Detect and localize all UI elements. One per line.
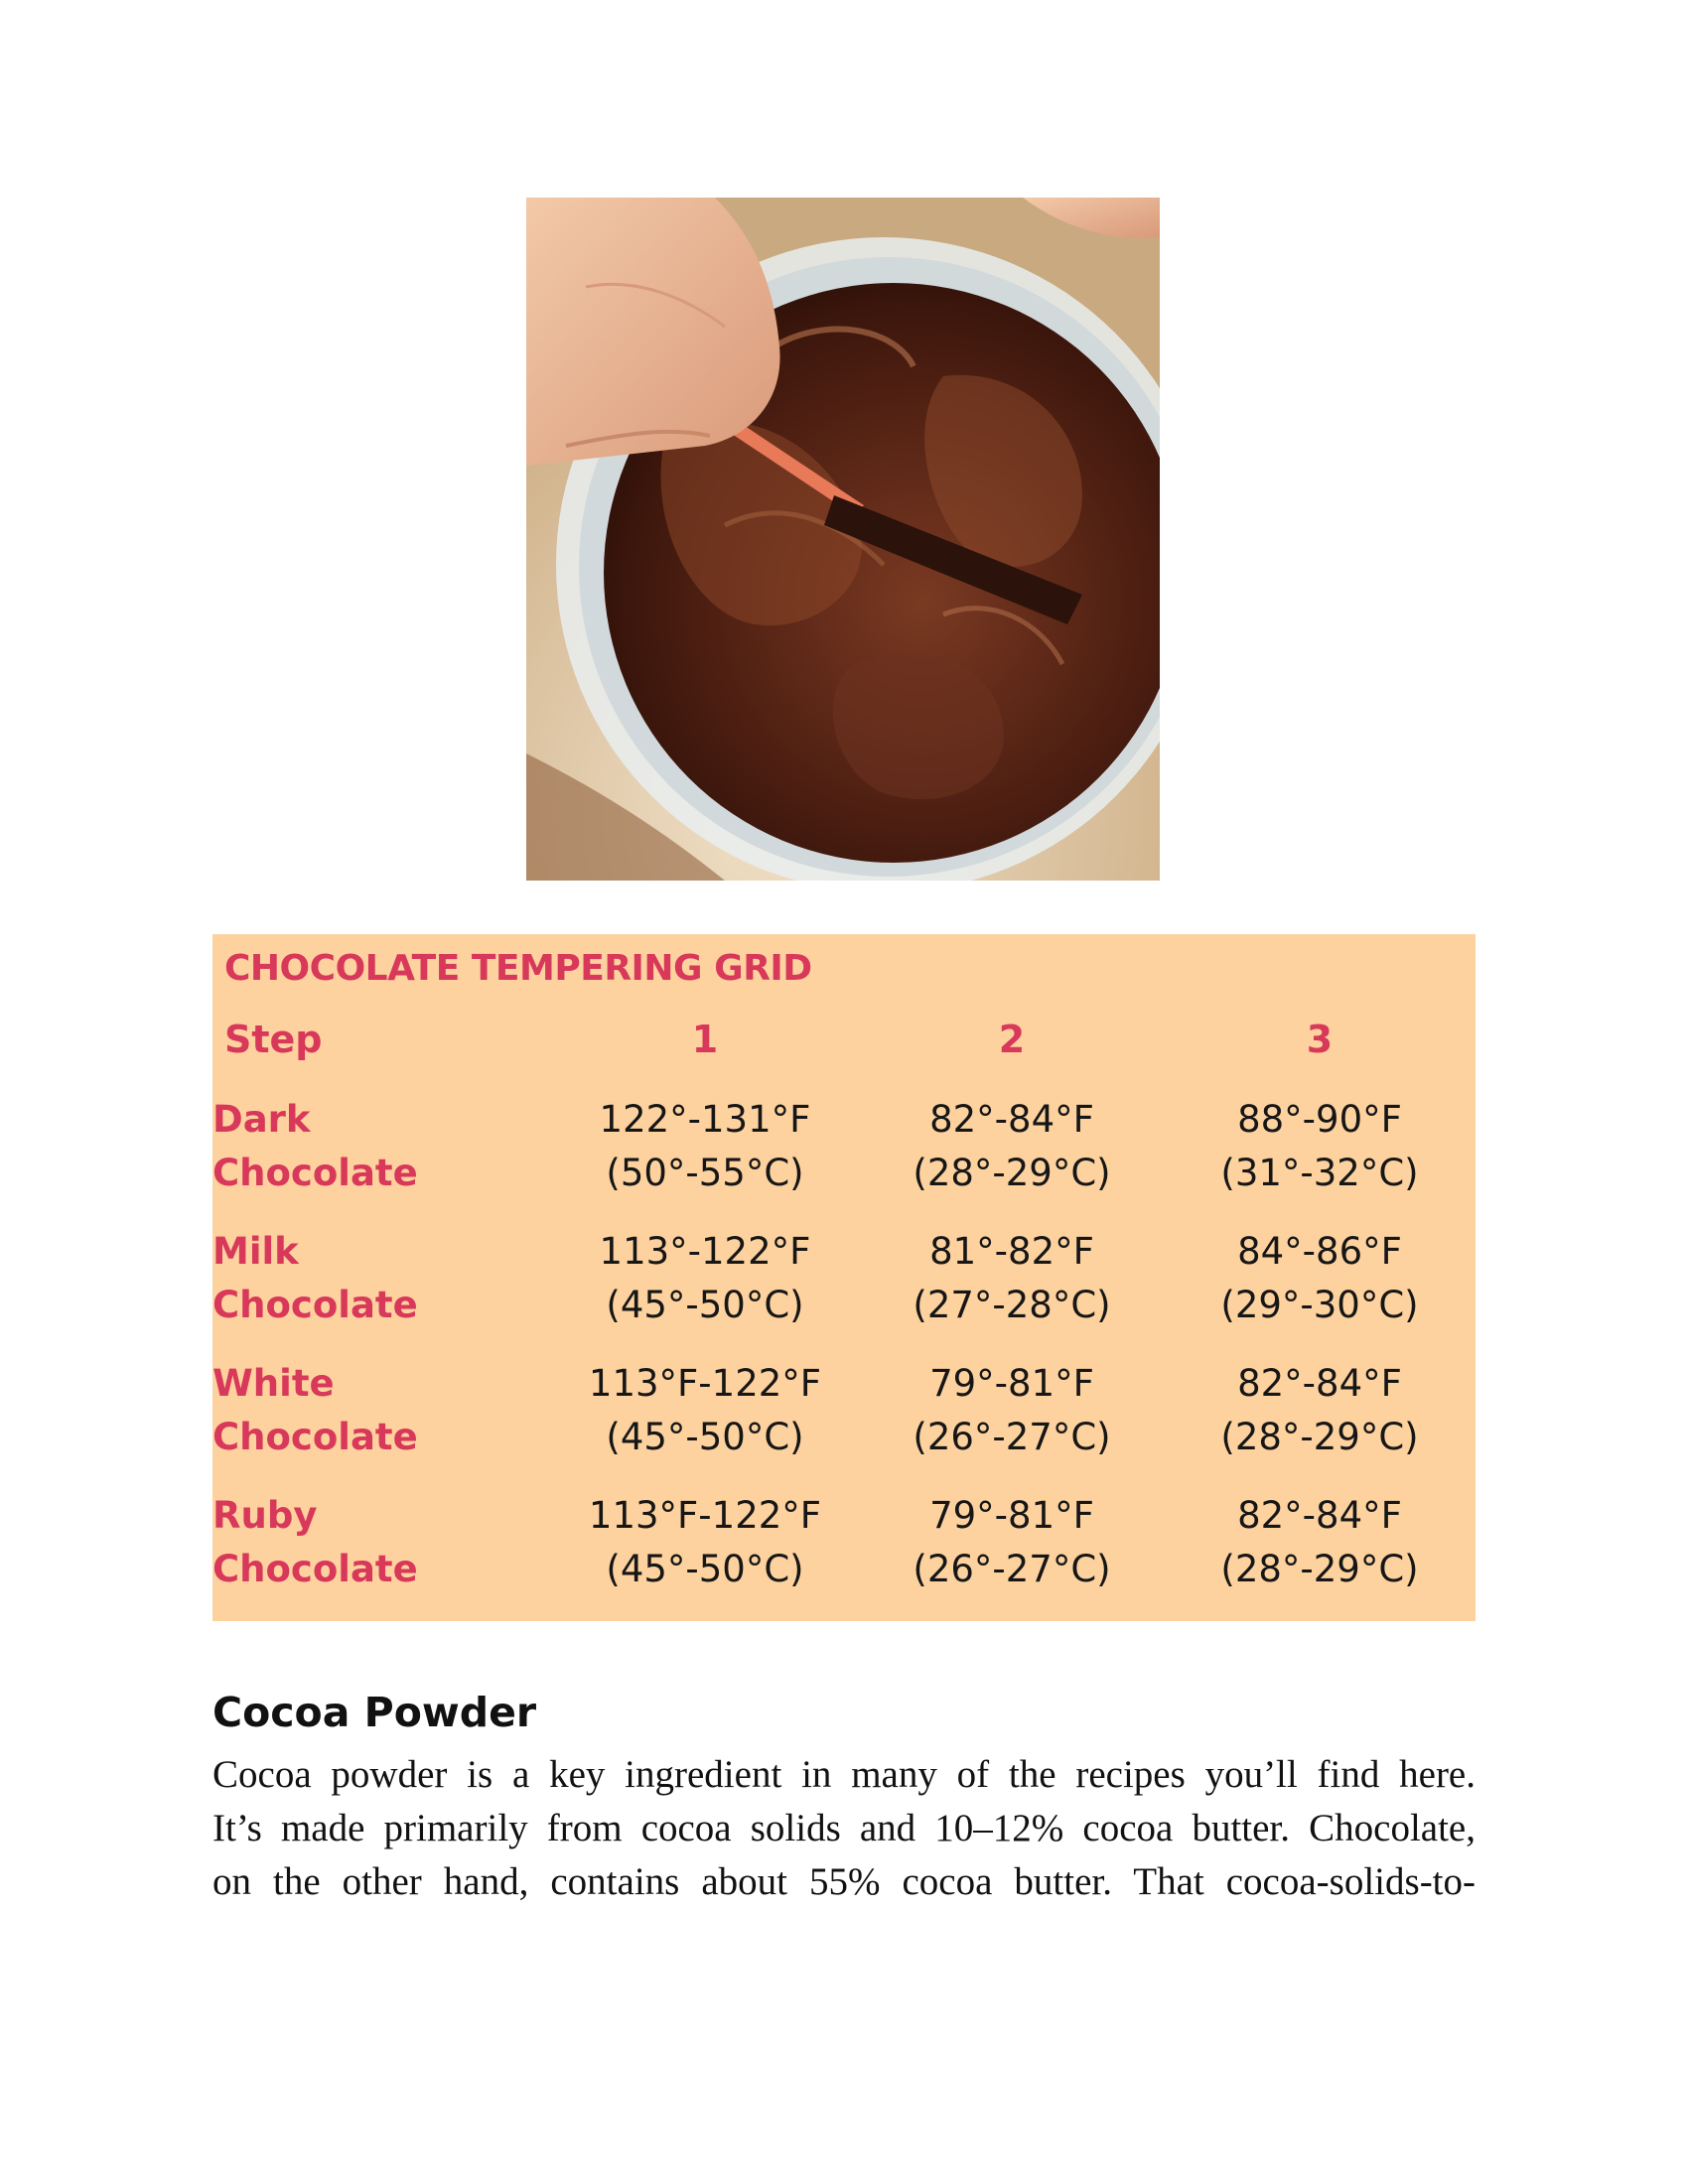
temperature-cell: 113°F-122°F (45°-50°C): [588, 1494, 822, 1590]
table-row: [212, 1357, 1476, 1489]
paragraph-line: Cocoa powder is a key ingredient in many of the recipes you’ll find here.: [212, 1753, 1476, 1796]
grid-title: CHOCOLATE TEMPERING GRID: [224, 948, 812, 989]
table-row: [212, 1489, 1476, 1621]
chocolate-type-label: Ruby Chocolate: [212, 1494, 418, 1590]
paragraph-line: It’s made primarily from cocoa solids and 10–12% cocoa butter. Chocolate,: [212, 1807, 1476, 1849]
chocolate-photo: [526, 198, 1160, 881]
table-row: [212, 1225, 1476, 1357]
chocolate-type-label: White Chocolate: [212, 1362, 418, 1458]
temperature-cell: 113°F-122°F (45°-50°C): [588, 1362, 822, 1458]
tempering-grid: [212, 934, 1476, 1621]
step-number: 2: [998, 1018, 1026, 1061]
temperature-cell: 79°-81°F (26°-27°C): [913, 1362, 1111, 1458]
temperature-cell: 79°-81°F (26°-27°C): [913, 1494, 1111, 1590]
temperature-cell: 88°-90°F (31°-32°C): [1220, 1098, 1419, 1194]
temperature-cell: 82°-84°F (28°-29°C): [1220, 1362, 1419, 1458]
temperature-cell: 82°-84°F (28°-29°C): [1220, 1494, 1419, 1590]
chocolate-type-label: Dark Chocolate: [212, 1098, 418, 1194]
chocolate-type-label: Milk Chocolate: [212, 1230, 418, 1326]
temperature-cell: 122°-131°F (50°-55°C): [599, 1098, 811, 1194]
temperature-cell: 113°-122°F (45°-50°C): [599, 1230, 811, 1326]
tempering-table: [212, 1020, 1476, 1621]
step-label: Step: [224, 1018, 323, 1061]
temperature-cell: 84°-86°F (29°-30°C): [1220, 1230, 1419, 1326]
table-header-row: [212, 1020, 1476, 1093]
table-row: [212, 1093, 1476, 1225]
step-number: 3: [1306, 1018, 1334, 1061]
body-paragraph: [212, 1748, 1476, 1909]
paragraph-line: on the other hand, contains about 55% cocoa butter. That cocoa-solids-to-: [212, 1860, 1476, 1903]
section-heading: Cocoa Powder: [212, 1689, 537, 1736]
step-number: 1: [691, 1018, 719, 1061]
temperature-cell: 81°-82°F (27°-28°C): [913, 1230, 1111, 1326]
temperature-cell: 82°-84°F (28°-29°C): [913, 1098, 1111, 1194]
